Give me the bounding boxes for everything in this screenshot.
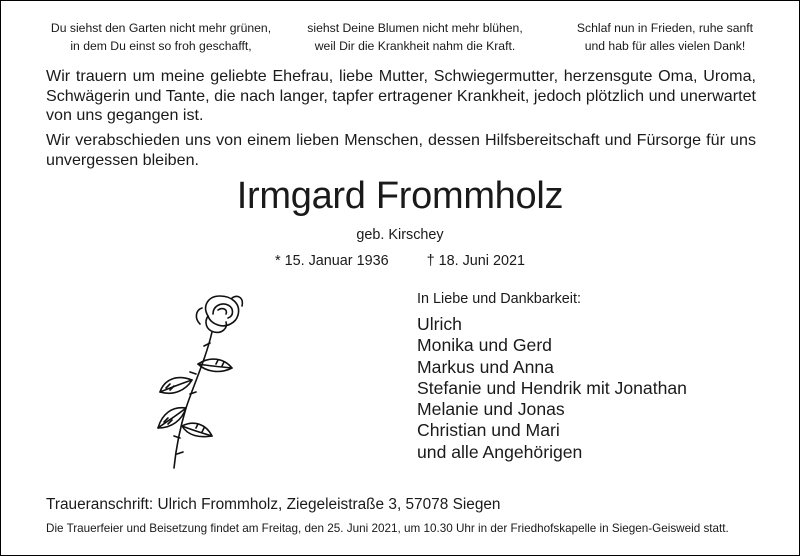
death-date: † 18. Juni 2021 [426,253,526,269]
list-item: Monika und Gerd [417,335,552,356]
paragraph-line: Schwägerin und Tante, die nach langer, tapfer ertragener Krankheit, jedoch plötzlich und unerwartet [46,86,756,105]
mourners-title: In Liebe und Dankbarkeit: [417,291,582,307]
verse-line: Du siehst den Garten nicht mehr grünen, [50,21,272,35]
life-dates [0,252,800,270]
paragraph-line: Wir trauern um meine geliebte Ehefrau, liebe Mutter, Schwiegermutter, herzensgute Oma, Uroma, [46,67,756,85]
paragraph-line: unvergessen bleiben. [46,150,200,169]
verse-line: siehst Deine Blumen nicht mehr blühen, [307,21,523,35]
mourners-list [417,314,687,463]
paragraph-farewell [46,131,756,170]
deceased-name: Irmgard Frommholz [236,175,564,217]
verse-left [36,19,286,55]
mourning-address: Traueranschrift: Ulrich Frommholz, Ziegeleistraße 3, 57078 Siegen [46,496,501,513]
verse-line: und hab für alles vielen Dank! [584,39,746,53]
rose-illustration [146,288,246,470]
list-item: Stefanie und Hendrik mit Jonathan [417,377,687,398]
paragraph-line: von uns gegangen ist. [46,106,204,124]
verse-line: Schlaf nun in Frieden, ruhe sanft [576,21,754,35]
maiden-name: geb. Kirschey [356,227,444,243]
paragraph-mourning [46,67,756,126]
verse-middle [290,19,540,55]
list-item: Markus und Anna [417,356,554,377]
list-item: und alle Angehörigen [417,441,583,462]
paragraph-line: Wir verabschieden uns von einem lieben Menschen, dessen Hilfsbereitschaft und Fürsorge für uns [46,131,756,149]
list-item: Melanie und Jonas [417,399,565,420]
verse-line: in dem Du einst so froh geschafft, [70,39,252,53]
verse-line: weil Dir die Krankheit nahm die Kraft. [314,39,516,53]
birth-date: * 15. Januar 1936 [274,253,389,269]
list-item: Ulrich [417,314,462,334]
list-item: Christian und Mari [417,420,560,441]
funeral-info: Die Trauerfeier und Beisetzung findet am Freitag, den 25. Juni 2021, um 10.30 Uhr in der Friedhofskapelle in Siegen-Geisweid statt. [46,522,729,535]
verse-right [540,19,790,55]
